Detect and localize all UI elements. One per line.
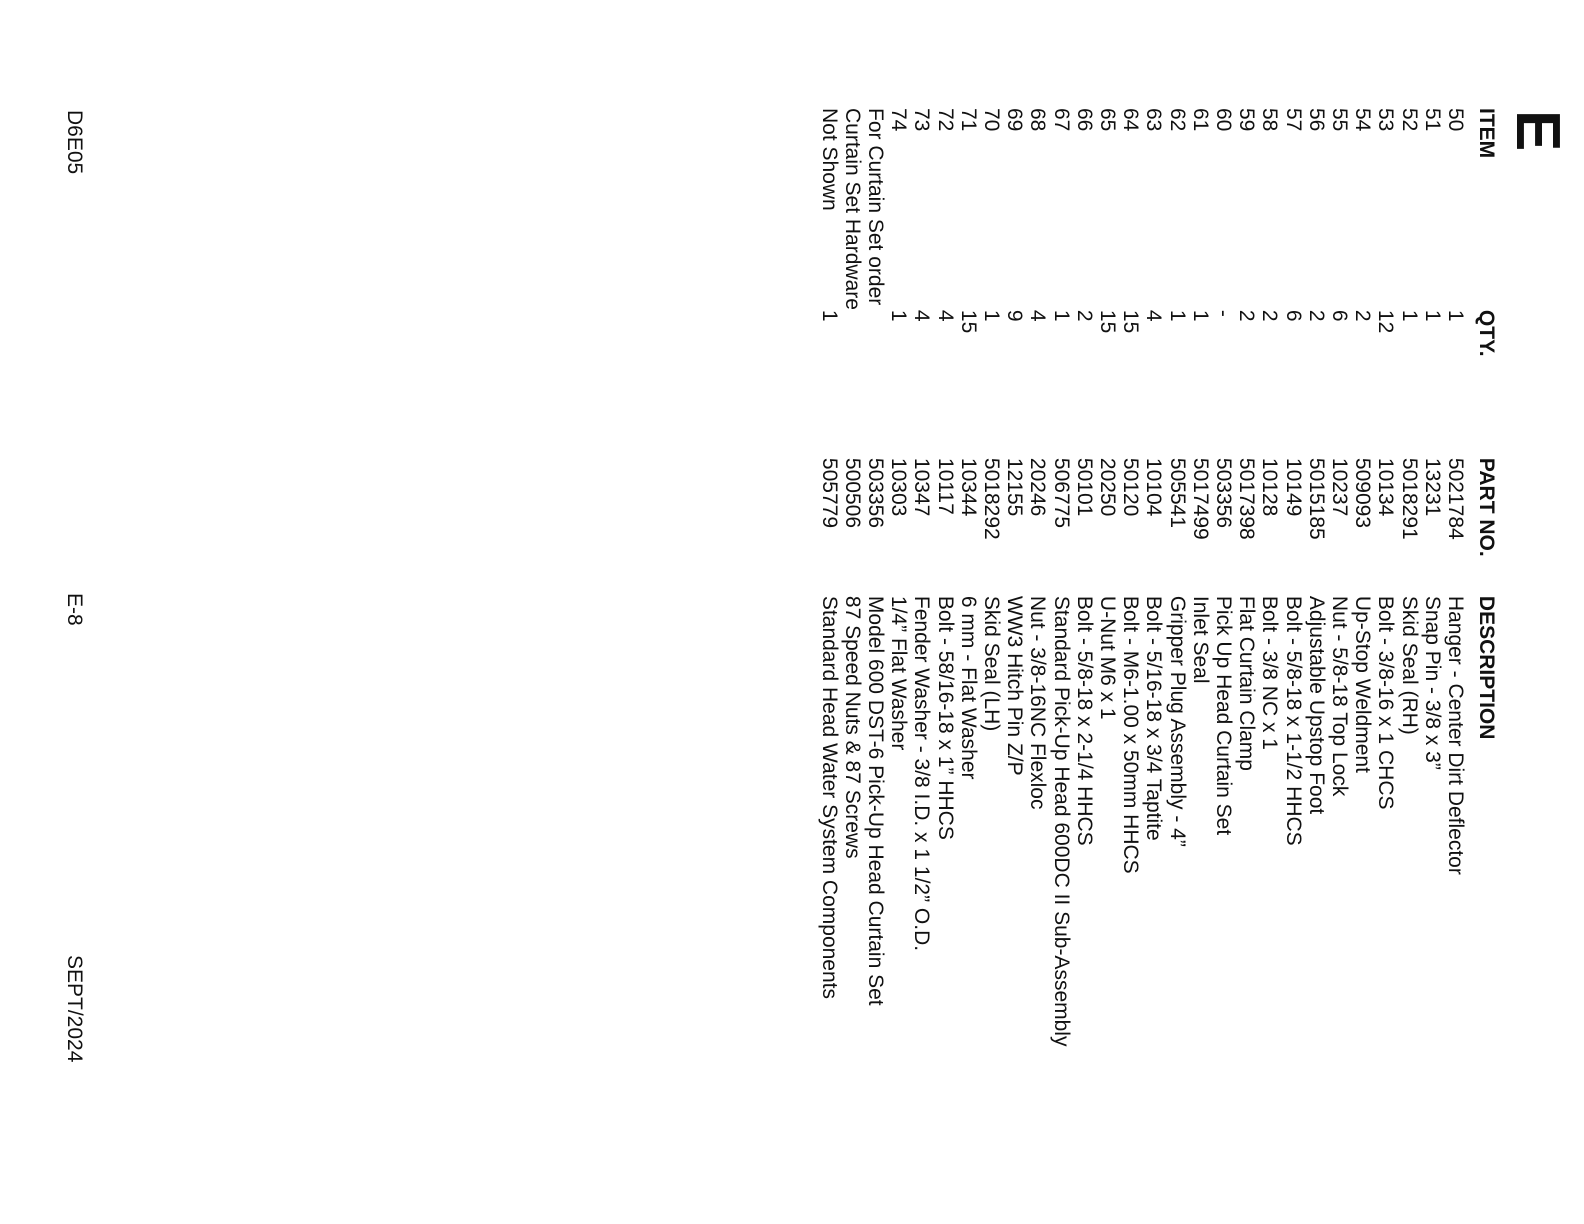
row-item: For Curtain Set order [863, 108, 887, 306]
row-description: Nut - 5/8-18 Top Lock [1327, 595, 1351, 797]
row-description: Up-Stop Weldment [1351, 595, 1375, 773]
row-qty: 1 [1049, 309, 1073, 322]
row-qty: 12 [1374, 309, 1398, 334]
row-qty: 4 [933, 309, 957, 322]
table-row [1444, 108, 1467, 1156]
row-description: 1/4” Flat Washer [887, 595, 911, 751]
row-description: 87 Speed Nuts & 87 Screws [840, 595, 864, 859]
row-qty: 1 [887, 309, 911, 322]
table-row [910, 108, 933, 1156]
table-row [1374, 108, 1397, 1156]
row-qty: - [1211, 309, 1235, 317]
row-qty: 15 [1095, 309, 1119, 334]
row-qty: 2 [1351, 309, 1375, 322]
table-row [1049, 108, 1072, 1156]
table-row [980, 108, 1003, 1156]
row-part-no: 509093 [1351, 457, 1375, 528]
row-part-no: 5017499 [1188, 457, 1212, 540]
row-item: 59 [1235, 108, 1259, 132]
row-description: Adjustable Upstop Foot [1304, 595, 1328, 815]
row-description: Model 600 DST-6 Pick-Up Head Curtain Set [863, 595, 887, 1006]
doc-code: D6E05 [63, 110, 86, 175]
row-part-no: 10303 [887, 457, 911, 517]
row-part-no: 10134 [1374, 457, 1398, 517]
row-item: 63 [1142, 108, 1166, 132]
row-description: Standard Head Water System Components [817, 595, 841, 1000]
row-part-no: 503356 [863, 457, 887, 528]
row-item: 66 [1072, 108, 1096, 132]
row-description: Pick Up Head Curtain Set [1211, 595, 1235, 836]
section-letter: E [1503, 110, 1572, 152]
row-item: 62 [1165, 108, 1189, 132]
table-row [1119, 108, 1142, 1156]
table-row [817, 108, 840, 1156]
row-part-no: 5021784 [1444, 457, 1467, 540]
row-description: Bolt - 58/16-18 x 1” HHCS [933, 595, 957, 840]
row-description: Fender Washer - 3/8 I.D. x 1 1/2” O.D. [910, 595, 934, 952]
table-row [1212, 108, 1235, 1156]
parts-table-header [1467, 108, 1498, 1156]
table-row [1073, 108, 1096, 1156]
parts-table-body [817, 108, 1467, 1156]
table-row [841, 108, 864, 1156]
table-row [1142, 108, 1165, 1156]
table-row [1351, 108, 1374, 1156]
row-description: Skid Seal (RH) [1397, 595, 1421, 735]
row-item: 55 [1327, 108, 1351, 132]
header-row [1467, 108, 1498, 1156]
table-row [864, 108, 887, 1156]
row-qty [864, 310, 887, 458]
row-qty: 1 [1188, 309, 1212, 322]
table-row [1281, 108, 1304, 1156]
table-row [1096, 108, 1119, 1156]
table-row [1235, 108, 1258, 1156]
row-item: 71 [956, 108, 980, 132]
row-item: 70 [979, 108, 1003, 132]
row-item: 60 [1211, 108, 1235, 132]
row-qty: 6 [1327, 309, 1351, 322]
row-qty: 1 [1397, 309, 1421, 322]
row-part-no: 10344 [956, 457, 980, 517]
row-part-no: 5015185 [1304, 457, 1328, 540]
header-part-no: PART NO. [1475, 457, 1498, 557]
row-qty: 2 [1072, 309, 1096, 322]
row-qty: 15 [956, 309, 980, 334]
row-part-no: 20250 [1095, 457, 1119, 517]
row-part-no: 10104 [1142, 457, 1166, 517]
row-item: 69 [1003, 108, 1027, 132]
row-item: 58 [1258, 108, 1282, 132]
row-item: 64 [1119, 108, 1143, 132]
table-row [1026, 108, 1049, 1156]
row-qty [841, 310, 864, 458]
row-part-no: 503356 [1211, 457, 1235, 528]
row-part-no: 500506 [840, 457, 864, 528]
row-qty: 2 [1235, 309, 1259, 322]
row-part-no: 5018291 [1397, 457, 1421, 540]
row-qty: 1 [1420, 309, 1444, 322]
row-description: U-Nut M6 x 1 [1095, 595, 1119, 720]
row-description: Bolt - 3/8 NC x 1 [1258, 595, 1282, 750]
row-item: 50 [1444, 108, 1467, 132]
row-description: 6 mm - Flat Washer [956, 595, 980, 780]
row-item: 73 [910, 108, 934, 132]
row-part-no: 505779 [817, 457, 841, 528]
row-part-no: 505541 [1165, 457, 1189, 528]
row-part-no: 506775 [1049, 457, 1073, 528]
row-item: 52 [1397, 108, 1421, 132]
row-qty: 4 [1142, 309, 1166, 322]
row-description: Hanger - Center Dirt Deflector [1444, 595, 1467, 875]
row-description: Bolt - 5/8-18 x 2-1/4 HHCS [1072, 595, 1096, 846]
row-item: 56 [1304, 108, 1328, 132]
row-item: 61 [1188, 108, 1212, 132]
row-part-no: 10149 [1281, 457, 1305, 517]
row-description: Bolt - 3/8-16 x 1 CHCS [1374, 595, 1398, 810]
table-row [1397, 108, 1420, 1156]
table-row [957, 108, 980, 1156]
row-description: Flat Curtain Clamp [1235, 595, 1259, 771]
row-qty: 1 [1165, 309, 1189, 322]
header-description: DESCRIPTION [1475, 595, 1498, 740]
table-row [1165, 108, 1188, 1156]
row-description: Skid Seal (LH) [979, 595, 1003, 732]
row-qty: 1 [1444, 309, 1467, 322]
row-qty: 2 [1304, 309, 1328, 322]
header-item: ITEM [1475, 108, 1498, 159]
row-item: Not Shown [817, 108, 841, 211]
row-item: 57 [1281, 108, 1305, 132]
row-part-no: 20246 [1026, 457, 1050, 517]
row-qty: 1 [979, 309, 1003, 322]
row-description: Bolt - M6-1.00 x 50mm HHCS [1119, 595, 1143, 874]
row-qty: 15 [1119, 309, 1143, 334]
header-qty: QTY. [1475, 309, 1498, 357]
row-item: 72 [933, 108, 957, 132]
row-part-no: 10347 [910, 457, 934, 517]
revision-date: SEPT/2024 [63, 955, 86, 1063]
row-description: Snap Pin - 3/8 x 3” [1420, 595, 1444, 770]
row-item: 65 [1095, 108, 1119, 132]
row-item: Curtain Set Hardware [840, 108, 864, 310]
row-description: Standard Pick-Up Head 600DC II Sub-Assembly [1049, 595, 1073, 1047]
row-part-no: 50120 [1119, 457, 1143, 517]
row-item: 68 [1026, 108, 1050, 132]
row-item: 51 [1420, 108, 1444, 132]
row-description: Inlet Seal [1188, 595, 1212, 684]
row-part-no: 10237 [1327, 457, 1351, 517]
row-qty: 4 [1026, 309, 1050, 322]
row-item: 67 [1049, 108, 1073, 132]
table-row [933, 108, 956, 1156]
parts-table [817, 108, 1498, 1156]
page-number: E-8 [63, 593, 86, 626]
row-item: 53 [1374, 108, 1398, 132]
table-row [887, 108, 910, 1156]
row-item: 54 [1351, 108, 1375, 132]
row-qty: 4 [910, 309, 934, 322]
row-description: Gripper Plug Assembly - 4” [1165, 595, 1189, 847]
row-description: Bolt - 5/16-18 x 3/4 Taptite [1142, 595, 1166, 841]
table-row [1328, 108, 1351, 1156]
table-row [1305, 108, 1328, 1156]
row-qty: 6 [1281, 309, 1305, 322]
row-qty: 1 [817, 309, 841, 322]
table-row [1421, 108, 1444, 1156]
row-part-no: 5018292 [979, 457, 1003, 540]
row-qty: 9 [1003, 309, 1027, 322]
table-row [1258, 108, 1281, 1156]
row-part-no: 5017398 [1235, 457, 1259, 540]
row-part-no: 50101 [1072, 457, 1096, 517]
row-description: WW3 Hitch Pin Z/P [1003, 595, 1027, 776]
row-part-no: 12155 [1003, 457, 1027, 517]
table-row [1003, 108, 1026, 1156]
row-part-no: 10128 [1258, 457, 1282, 517]
row-item: 74 [887, 108, 911, 132]
row-part-no: 10117 [933, 457, 957, 515]
row-description: Nut - 3/8-16NC Flexloc [1026, 595, 1050, 810]
row-part-no: 13231 [1420, 457, 1444, 517]
row-qty: 2 [1258, 309, 1282, 322]
table-row [1189, 108, 1212, 1156]
row-description: Bolt - 5/8-18 x 1-1/2 HHCS [1281, 595, 1305, 846]
